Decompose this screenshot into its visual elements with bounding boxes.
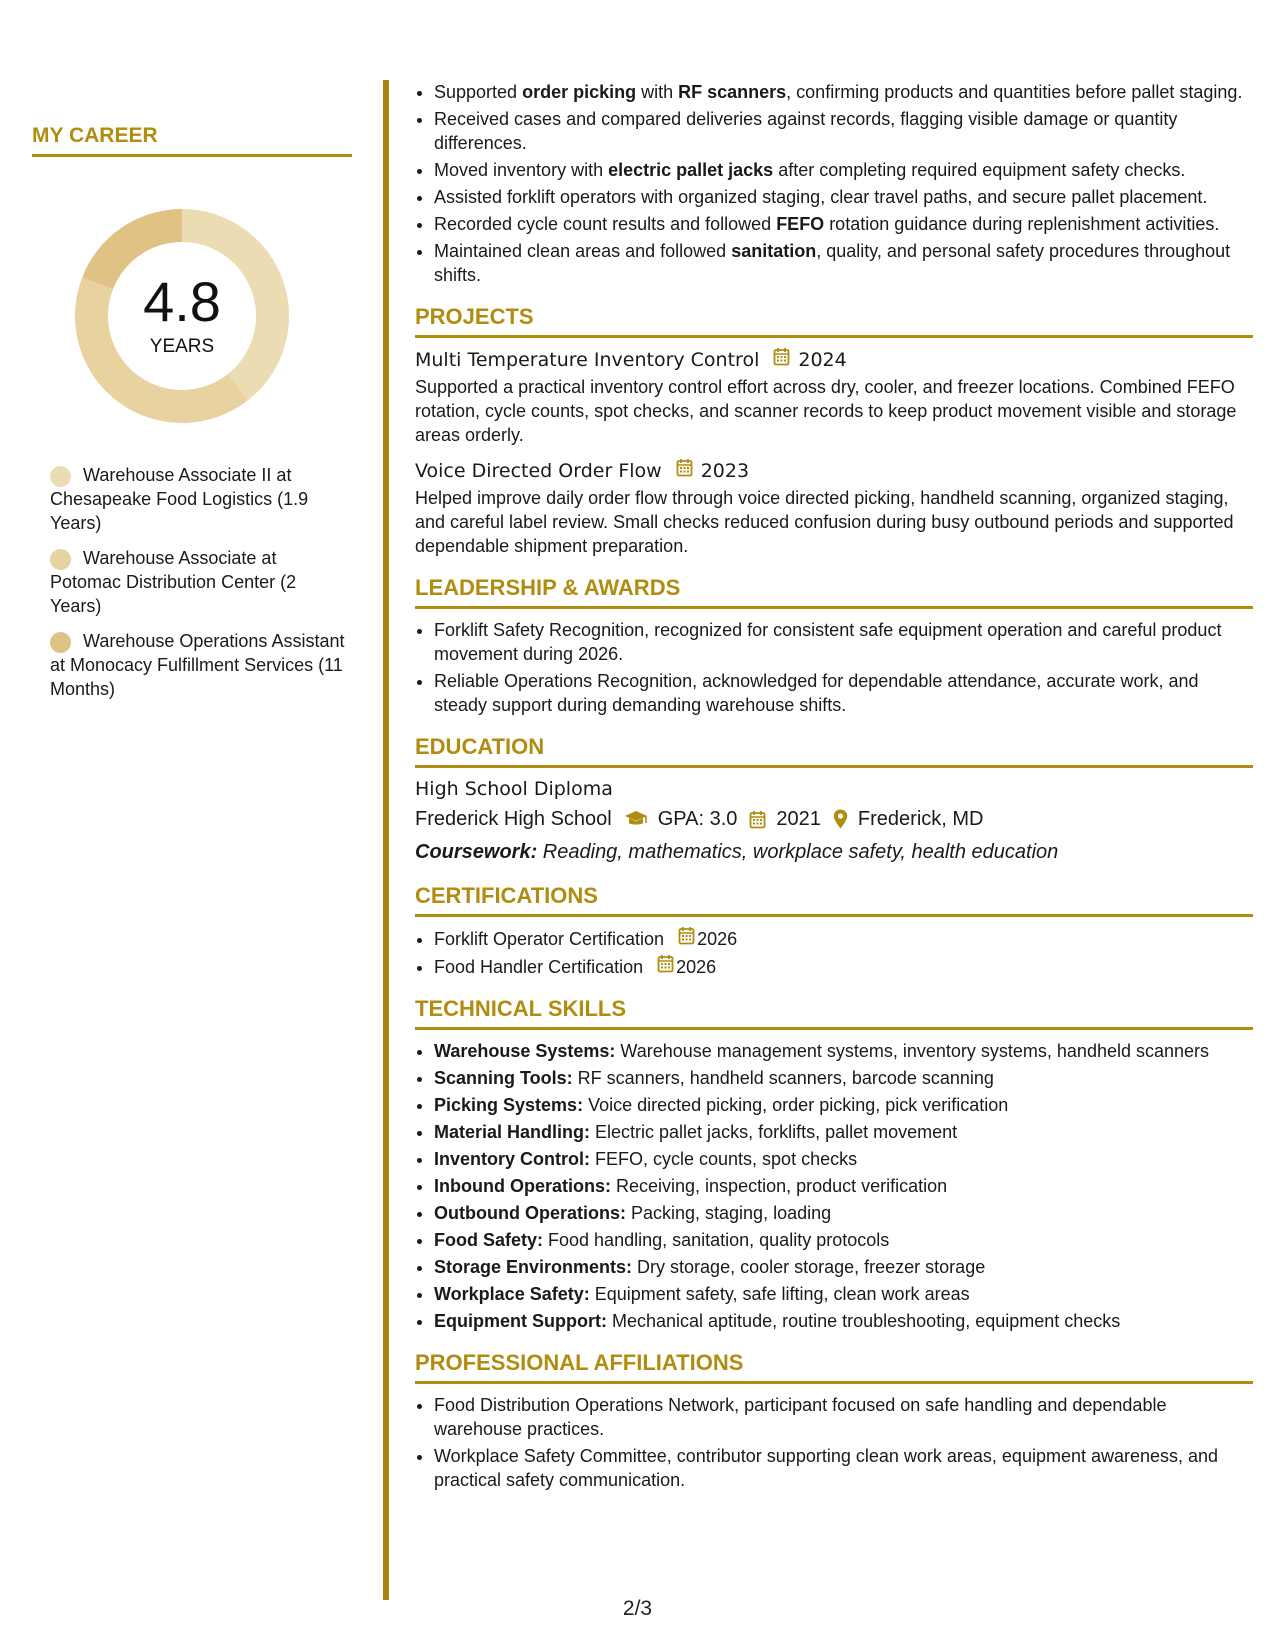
coursework: [415, 838, 1253, 866]
skills-list: [415, 1039, 1253, 1333]
graduation-year: 2021: [776, 808, 821, 830]
project-description: Helped improve daily order flow through voice directed picking, handheld scanning, organized staging, and careful label review. Small checks reduced confusion during busy outbound periods and supported dependable shipment preparation.: [415, 488, 1234, 556]
experience-bullet: • Supported order picking with RF scanners, confirming products and quantities before pallet staging.: [434, 80, 1253, 104]
calendar-icon: [773, 347, 790, 372]
career-sidebar: [32, 124, 352, 712]
projects-heading: PROJECTS: [415, 303, 1253, 338]
column-divider: [383, 80, 389, 1600]
cert-name: • Food Handler Certification: [434, 956, 644, 977]
skill-value: Packing, staging, loading: [625, 1203, 832, 1223]
affiliations-list: [415, 1393, 1253, 1492]
skill-item: [434, 1093, 1253, 1117]
main-column: [415, 80, 1253, 1495]
list-item: • Workplace Safety Committee, contributor supporting clean work areas, equipment awareness, and practical safety communication.: [434, 1444, 1253, 1492]
skill-value: Receiving, inspection, product verification: [611, 1176, 948, 1196]
skill-value: Mechanical aptitude, routine troubleshooting, equipment checks: [606, 1311, 1121, 1331]
skill-label: Workplace Safety:: [434, 1284, 590, 1304]
project-description: Supported a practical inventory control effort across dry, cooler, and freezer locations. Combined FEFO rotation, cycle counts, spot checks, and scanner records to keep product movement visible and storage areas orderly.: [415, 377, 1237, 445]
legend-dot: [50, 549, 71, 570]
certifications-heading: CERTIFICATIONS: [415, 882, 1253, 917]
experience-bullet: • Maintained clean areas and followed sanitation, quality, and personal safety procedures throughout shifts.: [434, 239, 1253, 287]
skill-label: Scanning Tools:: [434, 1068, 573, 1088]
school-location: Frederick, MD: [857, 808, 984, 830]
project-name: Multi Temperature Inventory Control: [415, 348, 760, 371]
skill-item: [434, 1066, 1253, 1090]
certifications-list: [415, 926, 1253, 979]
skill-item: [434, 1120, 1253, 1144]
skill-value: Voice directed picking, order picking, pick verification: [583, 1095, 1009, 1115]
experience-bullet: • Moved inventory with electric pallet jacks after completing required equipment safety checks.: [434, 158, 1253, 182]
skill-value: Dry storage, cooler storage, freezer storage: [632, 1257, 986, 1277]
cert-name: • Forklift Operator Certification: [434, 928, 665, 949]
legend-item: [50, 463, 352, 535]
skill-item: [434, 1039, 1253, 1063]
skill-value: Equipment safety, safe lifting, clean work areas: [589, 1284, 970, 1304]
experience-bullet: • Assisted forklift operators with organized staging, clear travel paths, and secure pallet placement.: [434, 185, 1253, 209]
skill-label: Warehouse Systems:: [434, 1041, 616, 1061]
project-title-row: [415, 458, 1253, 483]
skills-heading: TECHNICAL SKILLS: [415, 995, 1253, 1030]
legend-label: Warehouse Associate II at Chesapeake Food Logistics (1.9 Years): [50, 465, 309, 533]
list-item: • Forklift Safety Recognition, recognized for consistent safe equipment operation and careful product movement during 2026.: [434, 618, 1253, 666]
coursework-text: Reading, mathematics, workplace safety, health education: [537, 841, 1059, 863]
cert-year: 2026: [676, 956, 717, 977]
calendar-icon: [749, 810, 766, 829]
skill-label: Outbound Operations:: [434, 1203, 626, 1223]
graduation-cap-icon: [624, 810, 648, 828]
list-item: [434, 954, 1253, 979]
career-title: MY CAREER: [32, 124, 352, 157]
degree-title: High School Diploma: [415, 778, 613, 800]
legend-dot: [50, 466, 71, 487]
skill-value: RF scanners, handheld scanners, barcode scanning: [572, 1068, 994, 1088]
skill-value: FEFO, cycle counts, spot checks: [590, 1149, 858, 1169]
skill-item: [434, 1174, 1253, 1198]
skill-item: [434, 1201, 1253, 1225]
skill-label: Inbound Operations:: [434, 1176, 611, 1196]
map-pin-icon: [833, 809, 848, 829]
list-item: • Reliable Operations Recognition, acknowledged for dependable attendance, accurate work, and steady support during demanding warehouse shifts.: [434, 669, 1253, 717]
project-year: 2023: [700, 459, 750, 482]
skill-value: Electric pallet jacks, forklifts, pallet movement: [590, 1122, 958, 1142]
skill-label: Storage Environments:: [434, 1257, 633, 1277]
skill-item: [434, 1147, 1253, 1171]
leadership-heading: LEADERSHIP & AWARDS: [415, 574, 1253, 609]
education-heading: EDUCATION: [415, 733, 1253, 768]
career-legend: [32, 463, 352, 701]
coursework-label: Coursework:: [415, 841, 538, 863]
legend-item: [50, 546, 352, 618]
affiliations-heading: PROFESSIONAL AFFILIATIONS: [415, 1349, 1253, 1384]
skill-item: [434, 1309, 1253, 1333]
legend-label: Warehouse Associate at Potomac Distribution Center (2 Years): [50, 548, 297, 616]
page-number: 2/3: [622, 1597, 653, 1620]
list-item: • Food Distribution Operations Network, participant focused on safe handling and dependable warehouse practices.: [434, 1393, 1253, 1441]
leadership-list: [415, 618, 1253, 717]
skill-item: [434, 1255, 1253, 1279]
school-name: Frederick High School: [415, 808, 612, 830]
career-donut-chart: [67, 201, 297, 431]
list-item: [434, 926, 1253, 951]
project-title-row: [415, 347, 1253, 372]
total-years-unit: YEARS: [149, 336, 215, 357]
skill-label: Material Handling:: [434, 1122, 591, 1142]
skill-label: Equipment Support:: [434, 1311, 607, 1331]
gpa-value: GPA: 3.0: [657, 808, 738, 830]
experience-bullet: • Received cases and compared deliveries against records, flagging visible damage or quantity differences.: [434, 107, 1253, 155]
calendar-icon: [678, 926, 695, 951]
skill-item: [434, 1282, 1253, 1306]
skill-label: Inventory Control:: [434, 1149, 590, 1169]
calendar-icon: [657, 954, 674, 979]
education-details: [415, 806, 1253, 832]
skill-label: Food Safety:: [434, 1230, 544, 1250]
legend-label: Warehouse Operations Assistant at Monocacy Fulfillment Services (11 Months): [50, 631, 345, 699]
experience-bullets: [415, 80, 1253, 287]
donut-center: [67, 201, 297, 431]
legend-dot: [50, 632, 71, 653]
skill-item: [434, 1228, 1253, 1252]
cert-year: 2026: [697, 928, 738, 949]
skill-value: Warehouse management systems, inventory systems, handheld scanners: [615, 1041, 1210, 1061]
project-name: Voice Directed Order Flow: [415, 459, 662, 482]
legend-item: [50, 629, 352, 701]
skill-label: Picking Systems:: [434, 1095, 584, 1115]
skill-value: Food handling, sanitation, quality protocols: [543, 1230, 890, 1250]
calendar-icon: [676, 458, 693, 483]
experience-bullet: • Recorded cycle count results and followed FEFO rotation guidance during replenishment activities.: [434, 212, 1253, 236]
project-year: 2024: [798, 348, 847, 371]
total-years-value: 4.8: [143, 270, 221, 333]
